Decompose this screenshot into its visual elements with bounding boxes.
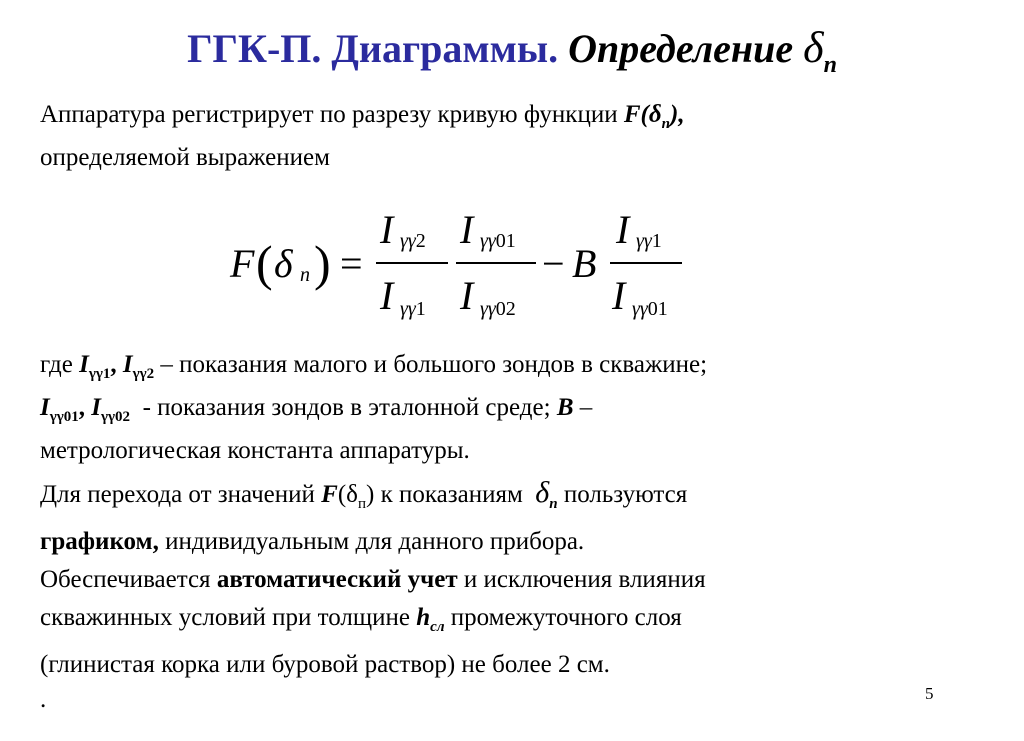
where-sub-1: γγ1: [88, 366, 111, 382]
where-text-3: - показания зондов в эталонной среде;: [130, 394, 557, 421]
transition-sub: п: [357, 496, 366, 512]
frac1-num-I: I: [380, 207, 394, 252]
where-text-1: где: [40, 351, 80, 378]
slide-title: [0, 22, 1024, 79]
where-text-4: –: [573, 394, 593, 421]
footer-dot: .: [40, 686, 47, 713]
formula-rparen: ): [314, 235, 331, 291]
where-line-1: [40, 348, 707, 391]
transition-delta: δ: [535, 476, 550, 509]
transition-close: ): [366, 481, 375, 508]
frac2-den-sub: γγ02: [480, 298, 516, 320]
page-number: 5: [925, 684, 934, 703]
transition-paragraph: [40, 474, 706, 684]
transition-text-5: Обеспечивается: [40, 566, 217, 593]
transition-h-sub: сл: [430, 619, 445, 635]
where-comma-2: ,: [78, 394, 92, 421]
frac1-num-sub: γγ2: [400, 230, 426, 252]
intro-close: ),: [670, 101, 685, 128]
title-italic: Определение: [568, 26, 794, 71]
where-sub-4: γγ02: [101, 409, 131, 425]
transition-line-5: (глинистая корка или буровой раствор) не более 2 см.: [40, 651, 610, 678]
intro-text-1: Аппаратура регистрирует по разрезу кривую функции: [40, 101, 618, 128]
frac3-bar: [610, 262, 682, 264]
transition-delta-sub: n: [549, 496, 558, 512]
frac2-num-I: I: [460, 207, 474, 252]
frac2-den-I: I: [460, 273, 474, 318]
formula: [220, 200, 720, 330]
title-main: ГГК-П. Диаграммы.: [187, 26, 559, 71]
where-line-3: метрологическая константа аппаратуры.: [40, 437, 470, 464]
transition-line-4: [40, 599, 706, 646]
transition-line-1: [40, 474, 706, 523]
title-delta: δ: [803, 23, 824, 72]
intro-paragraph: [40, 98, 685, 174]
where-sub-2: γγ2: [132, 366, 155, 382]
frac1-den-sub: γγ1: [400, 298, 426, 320]
where-I1: I: [79, 351, 89, 378]
formula-lhs-sub: n: [300, 264, 310, 286]
transition-text-7: скважинных условий при толщине: [40, 604, 417, 631]
where-sub-3: γγ01: [49, 409, 79, 425]
transition-bold-2: автоматический учет: [216, 566, 458, 593]
where-I4: I: [91, 394, 102, 421]
where-paragraph: [40, 348, 707, 467]
frac3-den-I: I: [612, 273, 626, 318]
formula-minus: −: [542, 241, 565, 286]
frac2-num-sub: γγ01: [480, 230, 516, 252]
where-I3: I: [40, 394, 50, 421]
transition-text-6: и исключения влияния: [457, 566, 706, 593]
transition-text-3: пользуются: [557, 481, 688, 508]
formula-lparen: (: [256, 235, 273, 291]
formula-lhs-F: F: [230, 241, 255, 286]
transition-bold-1: графиком,: [40, 528, 159, 555]
intro-func: F(: [623, 101, 649, 128]
transition-line-3: [40, 561, 706, 599]
transition-text-4: индивидуальным для данного прибора.: [158, 528, 585, 555]
transition-open: (δ: [337, 481, 358, 508]
intro-delta: δ: [648, 101, 662, 128]
where-line-2: [40, 391, 707, 434]
transition-text-8: промежуточного слоя: [444, 604, 682, 631]
where-text-2: – показания малого и большого зондов в скважине;: [154, 351, 708, 378]
transition-text-2: к показаниям: [374, 481, 536, 508]
where-B: B: [556, 394, 574, 421]
where-I2: I: [122, 351, 133, 378]
frac1-bar: [376, 262, 448, 264]
frac2-bar: [456, 262, 536, 264]
formula-B: B: [572, 241, 597, 286]
frac3-den-sub: γγ01: [632, 298, 668, 320]
transition-line-2: [40, 523, 706, 561]
transition-F: F: [321, 481, 338, 508]
title-delta-sub: n: [823, 52, 837, 78]
where-comma-1: ,: [110, 351, 123, 378]
transition-text-1: Для перехода от значений: [40, 481, 322, 508]
frac1-den-I: I: [380, 273, 394, 318]
frac3-num-I: I: [616, 207, 630, 252]
intro-line-2: определяемой выражением: [40, 144, 330, 171]
transition-h: h: [416, 604, 431, 631]
frac3-num-sub: γγ1: [636, 230, 662, 252]
intro-line-1: [40, 98, 685, 141]
intro-delta-sub: n: [661, 116, 670, 132]
formula-equals: =: [340, 241, 363, 286]
formula-lhs-delta: δ: [274, 241, 293, 286]
